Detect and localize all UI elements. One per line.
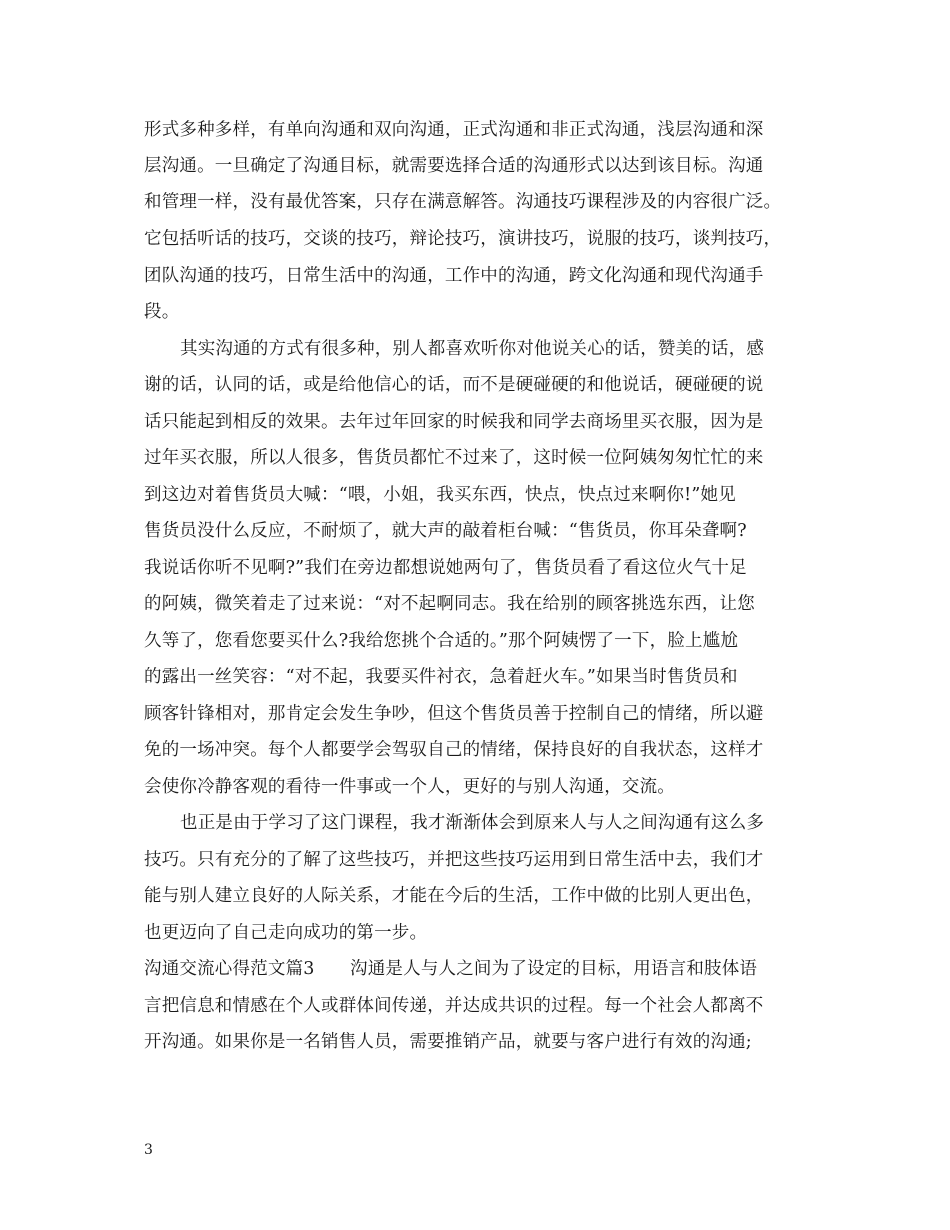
text-line: 技巧。只有充分的了解了这些技巧，并把这些技巧运用到日常生活中去，我们才: [144, 850, 764, 870]
section-heading-line: 沟通交流心得范文篇3 沟通是人与人之间为了设定的目标，用语言和肢体语: [144, 959, 758, 979]
text-line: 的露出一丝笑容：“对不起，我要买件衬衣，急着赶火车。”如果当时售货员和: [144, 667, 738, 687]
paragraph-start-line: 也正是由于学习了这门课程，我才渐渐体会到原来人与人之间沟通有这么多: [180, 813, 765, 833]
text-line: 和管理一样，没有最优答案，只存在满意解答。沟通技巧课程涉及的内容很广泛。: [144, 192, 782, 212]
text-line: 形式多种多样，有单向沟通和双向沟通，正式沟通和非正式沟通，浅层沟通和深: [144, 120, 764, 140]
text-line: 话只能起到相反的效果。去年过年回家的时候我和同学去商场里买衣服，因为是: [144, 412, 764, 432]
paragraph-start-line: 其实沟通的方式有很多种，别人都喜欢听你对他说关心的话，赞美的话，感: [180, 339, 765, 359]
text-line: 我说话你听不见啊?”我们在旁边都想说她两句了，售货员看了看这位火气十足: [144, 558, 747, 578]
text-line: 层沟通。一旦确定了沟通目标，就需要选择合适的沟通形式以达到该目标。沟通: [144, 156, 764, 176]
text-line: 能与别人建立良好的人际关系，才能在今后的生活，工作中做的比别人更出色，: [144, 886, 764, 906]
text-line: 售货员没什么反应，不耐烦了，就大声的敲着柜台喊：“售货员，你耳朵聋啊?: [144, 521, 747, 541]
page-number: 3: [144, 1142, 153, 1158]
text-line: 到这边对着售货员大喊：“喂，小姐，我买东西，快点，快点过来啊你!”她见: [144, 485, 736, 505]
text-line: 团队沟通的技巧，日常生活中的沟通，工作中的沟通，跨文化沟通和现代沟通手: [144, 266, 764, 286]
text-line: 谢的话，认同的话，或是给他信心的话，而不是硬碰硬的和他说话，硬碰硬的说: [144, 375, 764, 395]
text-line: 免的一场冲突。每个人都要学会驾驭自己的情绪，保持良好的自我状态，这样才: [144, 740, 764, 760]
text-line: 的阿姨，微笑着走了过来说：“对不起啊同志。我在给别的顾客挑选东西，让您: [144, 594, 755, 614]
text-line: 也更迈向了自己走向成功的第一步。: [144, 923, 428, 943]
text-line: 段。: [144, 302, 180, 322]
text-line: 顾客针锋相对，那肯定会发生争吵，但这个售货员善于控制自己的情绪，所以避: [144, 704, 764, 724]
text-line: 久等了，您看您要买什么?我给您挑个合适的。”那个阿姨愣了一下，脸上尴尬: [144, 631, 739, 651]
text-line: 它包括听话的技巧，交谈的技巧，辩论技巧，演讲技巧，说服的技巧，谈判技巧，: [144, 229, 782, 249]
text-line: 过年买衣服，所以人很多，售货员都忙不过来了，这时候一位阿姨匆匆忙忙的来: [144, 448, 764, 468]
text-line: 开沟通。如果你是一名销售人员，需要推销产品，就要与客户进行有效的沟通;: [144, 1032, 752, 1052]
text-line: 言把信息和情感在个人或群体间传递，并达成共识的过程。每一个社会人都离不: [144, 996, 764, 1016]
text-line: 会使你冷静客观的看待一件事或一个人，更好的与别人沟通，交流。: [144, 777, 675, 797]
